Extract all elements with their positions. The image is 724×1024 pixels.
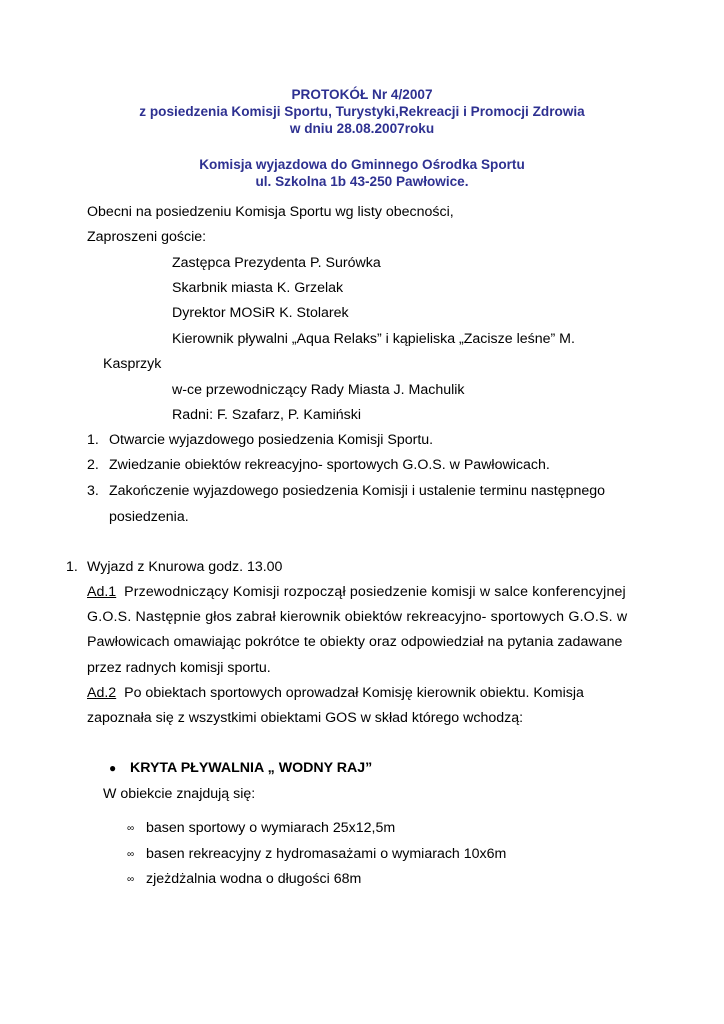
commission-address: ul. Szkolna 1b 43-250 Pawłowice. [255,174,469,189]
infinity-bullet-icon: ∞ [127,874,135,885]
bullet-icon: ● [109,761,117,775]
ad2-paragraph-line: zapoznała się z wszystkimi obiektami GOS w skład którego wchodzą: [87,710,524,726]
guest-item: Radni: F. Szafarz, P. Kamiński [172,407,361,423]
infinity-bullet-icon: ∞ [127,849,135,860]
commission-destination: Komisja wyjazdowa do Gminnego Ośrodka Sportu [199,157,525,172]
facility-item: basen sportowy o wymiarach 25x12,5m [146,820,396,836]
guests-label: Zaproszeni goście: [87,229,207,245]
protocol-subtitle: z posiedzenia Komisji Sportu, Turystyki,Rekreacji i Promocji Zdrowia [139,104,585,119]
section-number: 1. [66,559,78,575]
facility-title: KRYTA PŁYWALNIA „ WODNY RAJ” [130,760,373,776]
attendance-line: Obecni na posiedzeniu Komisja Sportu wg listy obecności, [87,204,454,220]
protocol-title: PROTOKÓŁ Nr 4/2007 [291,87,433,102]
guest-item-continuation: Kasprzyk [103,356,162,372]
ad1-paragraph-line: G.O.S. Następnie głos zabrał kierownik obiektów rekreacyjno- sportowych G.O.S. w [87,609,628,625]
ad2-label: Ad.2 [87,685,117,701]
ad1-paragraph-line: przez radnych komisji sportu. [87,660,271,676]
guest-item: Kierownik pływalni „Aqua Relaks” i kąpieliska „Zacisze leśne” M. [172,331,575,347]
agenda-item: Zwiedzanie obiektów rekreacyjno- sportowych G.O.S. w Pawłowicach. [109,457,550,473]
agenda-number: 1. [87,432,99,448]
guest-item: Zastępca Prezydenta P. Surówka [172,255,381,271]
protocol-date: w dniu 28.08.2007roku [289,121,435,136]
agenda-number: 3. [87,483,99,499]
infinity-bullet-icon: ∞ [127,823,135,834]
facility-item: basen rekreacyjny z hydromasażami o wymiarach 10x6m [146,846,507,862]
guest-item: Dyrektor MOSiR K. Stolarek [172,305,349,321]
section-title: Wyjazd z Knurowa godz. 13.00 [87,559,283,575]
ad1-paragraph-first-line [87,583,626,601]
ad1-text: Przewodniczący Komisji rozpoczął posiedzenie komisji w salce konferencyjnej [124,584,626,600]
guest-item: Skarbnik miasta K. Grzelak [172,280,344,296]
ad2-text: Po obiektach sportowych oprowadzał Komisję kierownik obiektu. Komisja [124,685,584,701]
agenda-item: Otwarcie wyjazdowego posiedzenia Komisji Sportu. [109,432,434,448]
facility-intro: W obiekcie znajdują się: [103,786,256,802]
agenda-number: 2. [87,457,99,473]
ad1-label: Ad.1 [87,584,117,600]
agenda-item-continuation: posiedzenia. [109,509,189,525]
ad2-paragraph-first-line [87,684,584,702]
agenda-item: Zakończenie wyjazdowego posiedzenia Komisji i ustalenie terminu następnego [109,483,606,499]
guest-item: w-ce przewodniczący Rady Miasta J. Machulik [172,382,465,398]
facility-item: zjeżdżalnia wodna o długości 68m [146,871,362,887]
ad1-paragraph-line: Pawłowicach omawiając pokrótce te obiekty oraz odpowiedział na pytania zadawane [87,634,623,650]
document-header [0,86,724,190]
